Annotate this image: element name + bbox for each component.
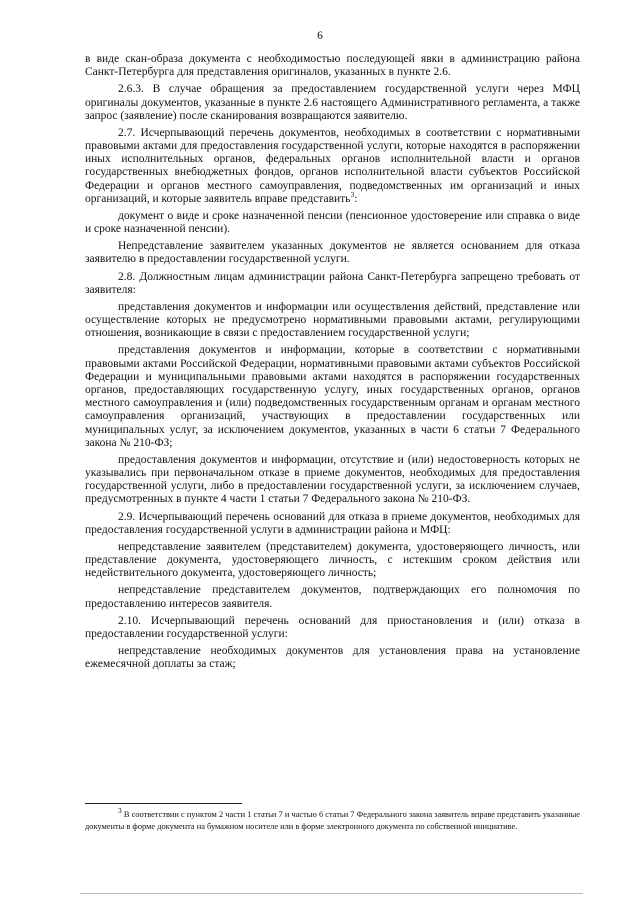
paragraph-prohibition-2: представления документов и информации, которые в соответствии с нормативными правовыми актами Российской Федерации, нормативными правовыми актами субъектов Российской Федерации и муниципальными правовыми актами находятся в распоряжении государственных органов, предоставляющих государственную услугу, иных государственных органов, органов местного самоуправления и (или) подведомственных государственным органам и органам местного самоуправления организаций, участвующих в предоставлении государственных или муниципальных услуг, за исключением документов, указанных в части 6 статьи 7 Федерального закона № 210-ФЗ; <box>85 344 580 449</box>
paragraph-prohibition-3: предоставления документов и информации, отсутствие и (или) недостоверность которых не указывались при первоначальном отказе в приеме документов, необходимых для предоставления государственной услуги, либо в предоставлении государственной услуги, за исключением случаев, предусмотренных в пункте 4 части 1 статьи 7 Федерального закона № 210-ФЗ. <box>85 453 580 506</box>
body-text <box>85 53 580 675</box>
paragraph-2-9: 2.9. Исчерпывающий перечень оснований для отказа в приеме документов, необходимых для предоставления государственной услуги в администрации района и МФЦ: <box>85 510 580 536</box>
paragraph-2-6-3: 2.6.3. В случае обращения за предоставлением государственной услуги через МФЦ оригиналы документов, указанные в пункте 2.6 настоящего Административного регламента, а также запрос (заявление) после сканирования возвращаются заявителю. <box>85 83 580 122</box>
footnote-divider <box>85 803 242 804</box>
footnote-text: В соответствии с пунктом 2 части 1 статьи 7 и частью 6 статьи 7 Федерального закона заявитель вправе представить указанные документы в форме документа на бумажном носителе или в форме электронного документа по собственной инициативе. <box>85 810 581 831</box>
paragraph-2-8: 2.8. Должностным лицам администрации района Санкт-Петербурга запрещено требовать от заявителя: <box>85 270 580 296</box>
footnote-marker: 3 <box>118 806 122 816</box>
paragraph-2-10: 2.10. Исчерпывающий перечень оснований для приостановления и (или) отказа в предоставлении государственной услуги: <box>85 614 580 640</box>
paragraph-2-7-colon: : <box>354 192 358 205</box>
paragraph-refusal-ground-1: непредставление заявителем (представителем) документа, удостоверяющего личность, или представление документа, удостоверяющего личность, с истекшим сроком действия или недействительного документа, удостоверяющего личность; <box>85 540 580 580</box>
page-bottom-edge <box>80 893 583 894</box>
paragraph-refusal-ground-2: непредставление представителем документов, подтверждающих его полномочия по предоставлению интересов заявителя. <box>85 584 580 610</box>
page-number: 6 <box>317 30 323 42</box>
paragraph-2-7 <box>85 127 580 206</box>
footnote-reference: 3 <box>350 189 355 199</box>
paragraph-prohibition-1: представления документов и информации или осуществления действий, представление или осуществление которых не предусмотрено нормативными правовыми актами, регулирующими отношения, возникающие в связи с предоставлением государственной услуги; <box>85 300 580 340</box>
paragraph-continuation: в виде скан-образа документа с необходимостью последующей явки в администрацию района Санкт-Петербурга для представления оригиналов, указанных в пункте 2.6. <box>85 53 580 79</box>
paragraph-2-7-text: 2.7. Исчерпывающий перечень документов, необходимых в соответствии с нормативными правовыми актами для предоставления государственной услуги, которые находятся в распоряжении иных исполнительных органов, федеральных органов исполнительной власти и органов государственных внебюджетных фондов, органов исполнительной власти субъектов Российской Федерации и органов местного самоуправления, подведомственных им организаций и иных организаций, и которые заявитель вправе представить <box>85 126 580 205</box>
paragraph-suspension-ground-1: непредставление необходимых документов для установления права на установление ежемесячной доплаты за стаж; <box>85 644 580 671</box>
footnote <box>85 806 581 832</box>
paragraph-non-submission: Непредставление заявителем указанных документов не является основанием для отказа заявителю в предоставлении государственной услуги. <box>85 240 580 266</box>
paragraph-pension-document: документ о виде и сроке назначенной пенсии (пенсионное удостоверение или справка о виде и сроке назначенной пенсии). <box>85 209 580 236</box>
